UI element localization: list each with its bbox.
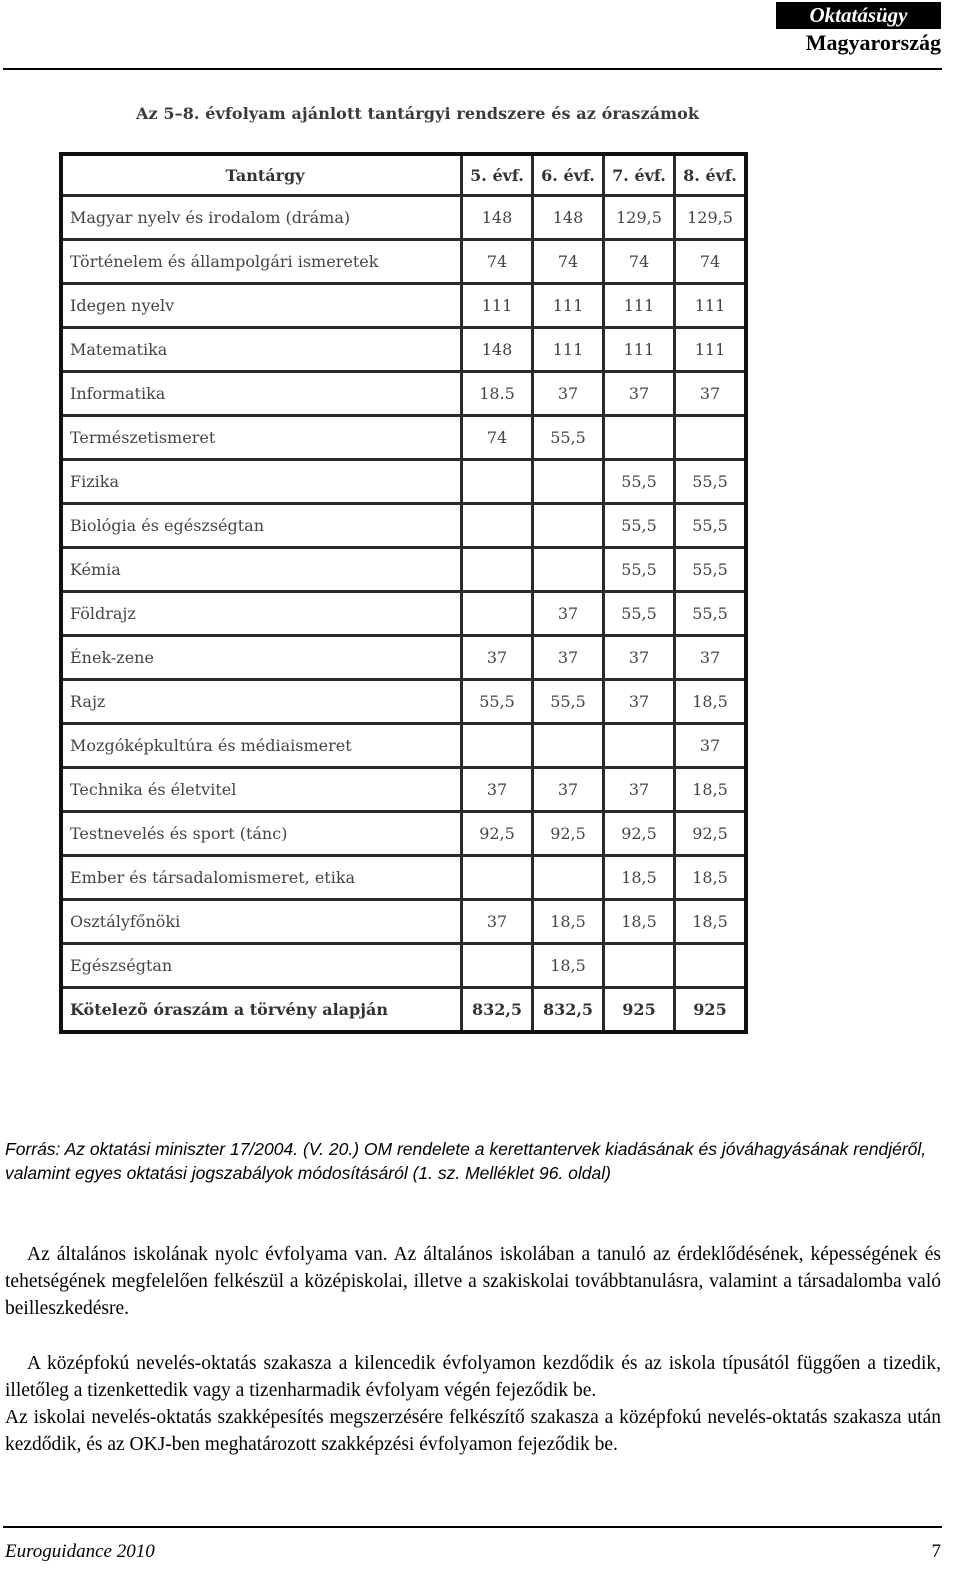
grade-8-cell: 55,5 <box>675 460 747 504</box>
brand-bottom-label: Magyarország <box>805 30 941 55</box>
table-row <box>61 944 746 988</box>
brand-top-label: Oktatásügy <box>776 2 941 29</box>
subject-cell: Matematika <box>61 328 462 372</box>
grade-5-cell: 55,5 <box>462 680 533 724</box>
grade-8-cell <box>675 416 747 460</box>
grade-7-cell: 37 <box>604 680 675 724</box>
table-row <box>61 724 746 768</box>
curriculum-table <box>59 152 748 1034</box>
grade-6-cell: 111 <box>533 284 604 328</box>
table-header-row <box>61 154 746 196</box>
subject-cell: Magyar nyelv és irodalom (dráma) <box>61 196 462 240</box>
grade-8-cell <box>675 944 747 988</box>
grade-5-cell <box>462 944 533 988</box>
grade-5-cell: 18.5 <box>462 372 533 416</box>
grade-6-cell <box>533 504 604 548</box>
grade-8-cell: 74 <box>675 240 747 284</box>
grade-7-cell: 55,5 <box>604 460 675 504</box>
subject-cell: Természetismeret <box>61 416 462 460</box>
table-row <box>61 768 746 812</box>
subject-cell: Testnevelés és sport (tánc) <box>61 812 462 856</box>
total-grade-6-cell: 832,5 <box>533 988 604 1033</box>
subject-cell: Fizika <box>61 460 462 504</box>
subject-cell: Rajz <box>61 680 462 724</box>
page-number: 7 <box>931 1541 941 1562</box>
column-header-subject: Tantárgy <box>61 154 462 196</box>
subject-cell: Biológia és egészségtan <box>61 504 462 548</box>
paragraph-text: Az általános iskolának nyolc évfolyama van. Az általános iskolában a tanuló az érdeklődésének, képességének és tehetségének megfelelően felkészül a középiskolai, illetve a szakiskolai továbbtanulásra, valamint a társadalomba való beilleszkedésre. <box>5 1244 941 1319</box>
grade-5-cell: 92,5 <box>462 812 533 856</box>
grade-8-cell: 55,5 <box>675 592 747 636</box>
subject-cell: Mozgóképkultúra és médiaismeret <box>61 724 462 768</box>
grade-5-cell <box>462 504 533 548</box>
grade-8-cell: 37 <box>675 636 747 680</box>
column-header-grade-5: 5. évf. <box>462 154 533 196</box>
grade-6-cell: 148 <box>533 196 604 240</box>
grade-8-cell: 37 <box>675 724 747 768</box>
grade-5-cell: 148 <box>462 196 533 240</box>
total-subject-cell: Kötelezõ óraszám a törvény alapján <box>61 988 462 1033</box>
total-grade-8-cell: 925 <box>675 988 747 1033</box>
column-header-grade-8: 8. évf. <box>675 154 747 196</box>
table-row <box>61 504 746 548</box>
grade-5-cell: 74 <box>462 416 533 460</box>
grade-7-cell: 37 <box>604 372 675 416</box>
grade-5-cell: 74 <box>462 240 533 284</box>
table-row <box>61 636 746 680</box>
grade-6-cell <box>533 856 604 900</box>
grade-6-cell <box>533 548 604 592</box>
paragraph-primary-school <box>5 1241 941 1322</box>
grade-8-cell: 55,5 <box>675 548 747 592</box>
subject-cell: Technika és életvitel <box>61 768 462 812</box>
grade-8-cell: 111 <box>675 284 747 328</box>
grade-8-cell: 37 <box>675 372 747 416</box>
grade-7-cell: 111 <box>604 328 675 372</box>
brand-header <box>776 2 941 57</box>
table-row <box>61 372 746 416</box>
table-row <box>61 812 746 856</box>
grade-7-cell <box>604 416 675 460</box>
table-row <box>61 900 746 944</box>
table-row <box>61 856 746 900</box>
grade-5-cell: 37 <box>462 900 533 944</box>
table-row <box>61 680 746 724</box>
grade-5-cell: 37 <box>462 768 533 812</box>
subject-cell: Földrajz <box>61 592 462 636</box>
grade-8-cell: 18,5 <box>675 680 747 724</box>
subject-cell: Idegen nyelv <box>61 284 462 328</box>
grade-5-cell <box>462 592 533 636</box>
footer-publication: Euroguidance 2010 <box>5 1541 155 1562</box>
grade-7-cell <box>604 944 675 988</box>
grade-7-cell: 55,5 <box>604 548 675 592</box>
paragraph-secondary-stage <box>5 1350 941 1404</box>
grade-6-cell: 18,5 <box>533 900 604 944</box>
subject-cell: Történelem és állampolgári ismeretek <box>61 240 462 284</box>
grade-5-cell <box>462 856 533 900</box>
paragraph-text: A középfokú nevelés-oktatás szakasza a kilencedik évfolyamon kezdődik és az iskola típusától függően a tizedik, illetőleg a tizenkettedik vagy a tizenharmadik évfolyam végén fejeződik be. <box>5 1353 941 1401</box>
total-grade-7-cell: 925 <box>604 988 675 1033</box>
grade-7-cell: 37 <box>604 768 675 812</box>
grade-7-cell: 55,5 <box>604 592 675 636</box>
grade-7-cell: 18,5 <box>604 856 675 900</box>
grade-6-cell: 111 <box>533 328 604 372</box>
grade-7-cell: 74 <box>604 240 675 284</box>
table-row <box>61 328 746 372</box>
grade-5-cell <box>462 724 533 768</box>
footer-divider <box>3 1526 942 1528</box>
grade-6-cell: 37 <box>533 768 604 812</box>
table-row <box>61 548 746 592</box>
table-title: Az 5–8. évfolyam ajánlott tantárgyi rendszere és az óraszámok <box>136 104 700 123</box>
grade-6-cell: 18,5 <box>533 944 604 988</box>
grade-7-cell: 55,5 <box>604 504 675 548</box>
grade-8-cell: 129,5 <box>675 196 747 240</box>
grade-7-cell: 129,5 <box>604 196 675 240</box>
table-row <box>61 196 746 240</box>
grade-5-cell: 148 <box>462 328 533 372</box>
grade-7-cell: 111 <box>604 284 675 328</box>
paragraph-vocational-stage <box>5 1404 941 1458</box>
grade-6-cell <box>533 724 604 768</box>
table-row <box>61 416 746 460</box>
column-header-grade-6: 6. évf. <box>533 154 604 196</box>
grade-8-cell: 92,5 <box>675 812 747 856</box>
grade-8-cell: 18,5 <box>675 768 747 812</box>
grade-6-cell: 55,5 <box>533 680 604 724</box>
grade-5-cell: 37 <box>462 636 533 680</box>
grade-8-cell: 18,5 <box>675 856 747 900</box>
grade-8-cell: 18,5 <box>675 900 747 944</box>
table-row <box>61 592 746 636</box>
grade-8-cell: 111 <box>675 328 747 372</box>
subject-cell: Informatika <box>61 372 462 416</box>
grade-6-cell <box>533 460 604 504</box>
subject-cell: Ember és társadalomismeret, etika <box>61 856 462 900</box>
grade-5-cell <box>462 548 533 592</box>
column-header-grade-7: 7. évf. <box>604 154 675 196</box>
grade-5-cell: 111 <box>462 284 533 328</box>
grade-8-cell: 55,5 <box>675 504 747 548</box>
grade-7-cell <box>604 724 675 768</box>
table-source-note: Forrás: Az oktatási miniszter 17/2004. (V. 20.) OM rendelete a kerettantervek kiadásának és jóváhagyásának rendjéről, valamint egyes oktatási jogszabályok módosításáról (1. sz. Melléklet 96. oldal) <box>5 1139 927 1183</box>
grade-6-cell: 74 <box>533 240 604 284</box>
grade-5-cell <box>462 460 533 504</box>
grade-7-cell: 37 <box>604 636 675 680</box>
grade-6-cell: 92,5 <box>533 812 604 856</box>
subject-cell: Kémia <box>61 548 462 592</box>
header-divider <box>3 68 942 70</box>
grade-6-cell: 55,5 <box>533 416 604 460</box>
grade-7-cell: 92,5 <box>604 812 675 856</box>
subject-cell: Osztályfőnöki <box>61 900 462 944</box>
total-grade-5-cell: 832,5 <box>462 988 533 1033</box>
table-row <box>61 460 746 504</box>
table-row <box>61 240 746 284</box>
paragraph-text: Az iskolai nevelés-oktatás szakképesítés megszerzésére felkészítő szakasza a középfokú nevelés-oktatás szakasza után kezdődik, és az OKJ-ben meghatározott szakképzési évfolyamon fejeződik be. <box>5 1407 941 1455</box>
table-row <box>61 284 746 328</box>
table-total-row <box>61 988 746 1033</box>
subject-cell: Ének-zene <box>61 636 462 680</box>
grade-7-cell: 18,5 <box>604 900 675 944</box>
grade-6-cell: 37 <box>533 372 604 416</box>
grade-6-cell: 37 <box>533 592 604 636</box>
subject-cell: Egészségtan <box>61 944 462 988</box>
grade-6-cell: 37 <box>533 636 604 680</box>
